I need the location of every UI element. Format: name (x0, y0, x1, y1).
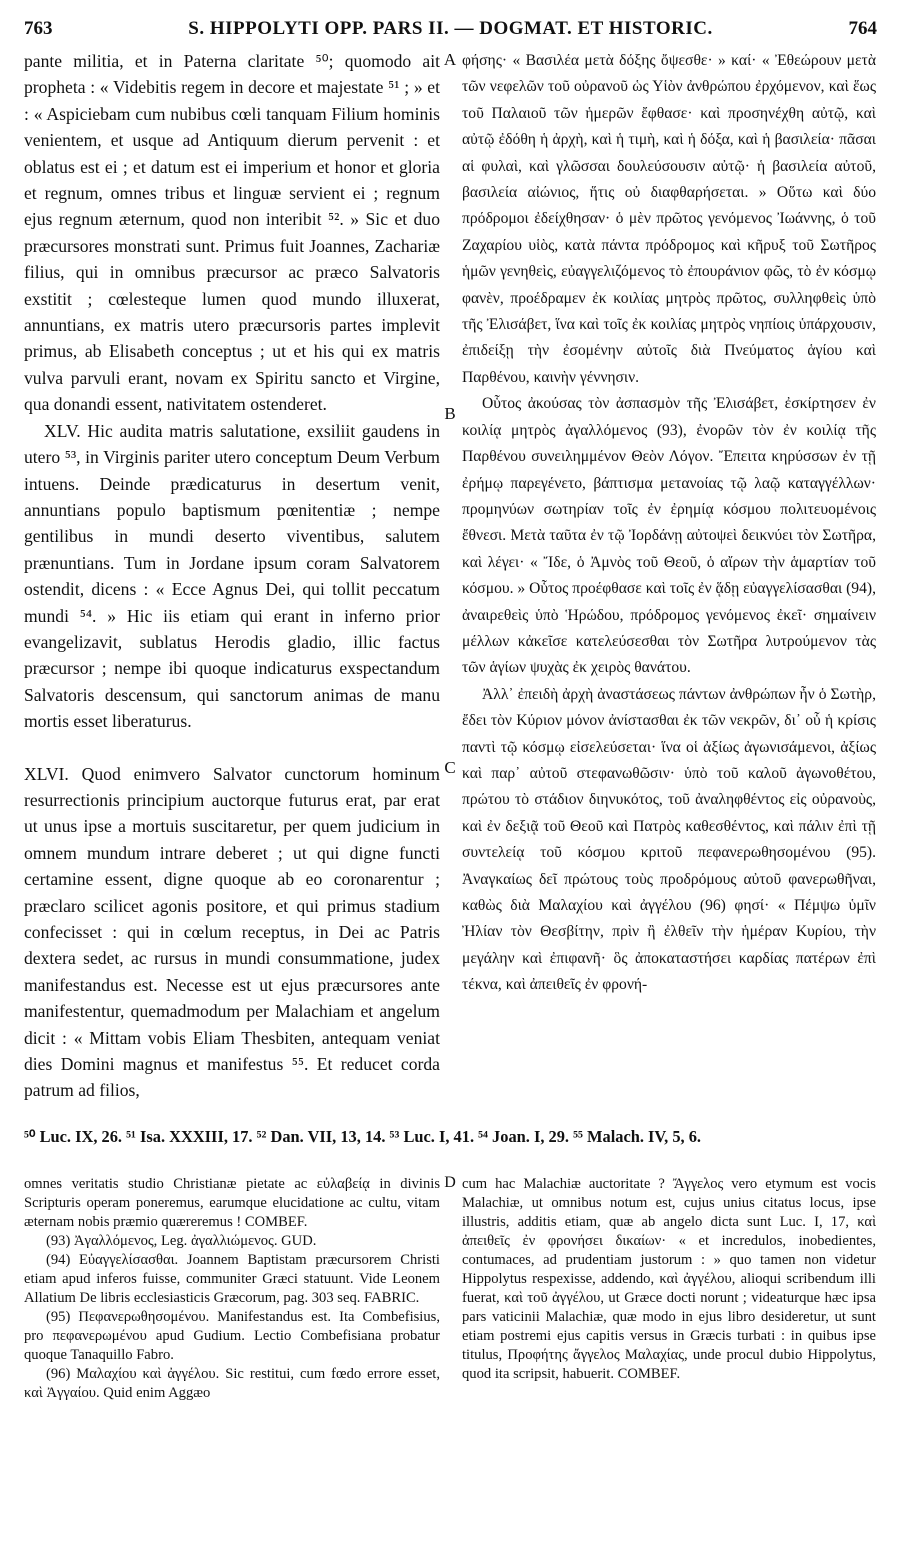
margin-marker-d: D (444, 1174, 456, 1191)
greek-column (462, 48, 876, 999)
latin-paragraph-1: pante militia, et in Paterna claritate ⁵⁰; quomodo ait propheta : « Videbitis regem in decore et majestate ⁵¹ ; » et : « Aspiciebam cum nubibus cœli tanquam Filium hominis venientem, et usque ad Antiquum dierum pervenit : et oblatus est ei ; et datum est ei imperium et honor et gloria et regnum, omnes tribus et linguæ servient ei ; regnum ejus regnum æternum, quod non interibit ⁵². » Sic et duo præcursores monstrati sunt. Primus fuit Joannes, Zachariæ filius, qui in omnibus præcursor ac præco Salvatoris exstitit ; cœlesteque lumen quod mundo illuxerat, annuntians, ex matris utero præcursoris partes implevit primus, ab Elisabeth conceptus ; ut et his qui ex matris vulva parvuli erant, novam ex Spiritu sancto et Virgine, qua donandi essent, nativitatem ostenderet. (24, 51, 440, 415)
note-94: (94) Εὐαγγελίσασθαι. Joannem Baptistam præcursorem Christi etiam apud inferos fuisse, communiter Græci statuunt. Vide Leonem Allatium De libris ecclesiasticis Græcorum, pag. 303 seq. FABRIC. (24, 1252, 440, 1306)
latin-paragraph-xlv: XLV. Hic audita matris salutatione, exsiliit gaudens in utero ⁵³, in Virginis pariter utero conceptum Deum Verbum intuens. Deinde prædicaturus in desertum venit, annuntians populo baptismum pœnitentiæ ; nempe gentilibus in mundi deserto viventibus, salutem prænuntians. Tum in Jordane ipsum coram Salvatorem ostendit, dicens : « Ecce Agnus Dei, qui tollit peccatum mundi ⁵⁴. » Hic iis etiam qui erant in inferno prior evangelizavit, sublatus Herodis gladio, illic factus præcursor ; nempe ibi quoque indicaturus exspectandum Salvatoris descensum, qui sanctorum animas de manu mortis esset liberaturus. (24, 420, 440, 732)
note-continuation: omnes veritatis studio Christianæ pietate ac εὐλαβείᾳ in divinis Scripturis operam poneremus, earumque elucidatione ac cultu, vitam æternam nobis præmio quæreremus ! COMBEF. (24, 1176, 440, 1230)
page-number-right: 764 (848, 18, 877, 39)
greek-paragraph-2: Οὗτος ἀκούσας τὸν ἀσπασμὸν τῆς Ἐλισάβετ, ἐσκίρτησεν ἐν κοιλίᾳ μητρὸς ἀγαλλόμενος (93), ἐνορῶν τὸν ἐν κοιλίᾳ τῆς Παρθένου συνειλημμένον Θεὸν Λόγον. Ἔπειτα κηρύσσων ἐν τῇ ἐρήμῳ παρεγένετο, βάπτισμα μετανοίας τῷ λαῷ καταγγέλλων· προμηνύων σωτηρίαν τοῖς ἐν ἐρημίᾳ κόσμου πολιτευομένοις ἔθνεσι. Μετὰ ταῦτα ἐν τῷ Ἰορδάνῃ αὐτοψεὶ δεικνύει τὸν Σωτῆρα, καὶ λέγει· « Ἴδε, ὁ Ἀμνὸς τοῦ Θεοῦ, ὁ αἴρων τὴν ἁμαρτίαν τοῦ κόσμου. » Οὗτος προέφθασε καὶ τοῖς ἐν ᾅδῃ εὐαγγελίσασθαι (94), ἀναιρεθεὶς ὑπὸ Ἡρώδου, πρόδρομος γενόμενος ἐκεῖ· σημαίνειν μέλλων κἀκεῖσε κατελεύσεσθαι τὸν Σωτῆρα λυτρούμενον τὰς τῶν ἁγίων ψυχὰς ἐκ χειρὸς θανάτου. (462, 395, 876, 677)
note-95: (95) Πεφανερωθησομένου. Manifestandus est. Ita Combefisius, pro πεφανερωμένου apud Gudium. Lectio Combefisiana probatur quoque Tanaquillo Fabro. (24, 1309, 440, 1363)
note-96: (96) Μαλαχίου καὶ ἀγγέλου. Sic restitui, cum fœdo errore esset, καὶ Ἀγγαίου. Quid enim Aggæo (24, 1366, 440, 1401)
latin-paragraph-xlvi: XLVI. Quod enimvero Salvator cunctorum hominum resurrectionis principium auctorque futurus erat, par erat ut unus ipse a mortuis suscitaretur, per quem judicium in omnem mundum intrare deberet ; ut qui digne functi certamine essent, digne quoque ab eo coronarentur ; præclaro scilicet agonis positore, et qui primus stadium confecisset : qui in cœlum receptus, in Dei ac Patris dextera sedet, ac rursus in mundi consummatione, judex manifestandus est. Necesse est ut ejus præcursores ante manifestentur, quemadmodum per Malachiam et angelum dicit : « Mittam vobis Eliam Thesbiten, antequam veniat dies Domini magnus et manifestus ⁵⁵. Et reducet corda patrum ad filios, (24, 763, 440, 1101)
latin-column (24, 48, 440, 1104)
note-96-continuation: cum hac Malachiæ auctoritate ? Ἄγγελος vero etymum est vocis Malachiæ, ut omnibus notum est, cujus unius citatus locus, ipse illustris, additis etiam, quæ ab angelo dicta sunt Luc. I, 17, καὶ ἀπειθεῖς ἐν φρονήσει δικαίων· « et incredulos, inobedientes, contumaces, ad prudentiam justorum : » quo tamen non videtur Hippolytus respexisse, addendo, καὶ ἀγγέλου, alioqui scribendum illi fuerat, καὶ τοῦ ἀγγέλου, ut Græce docti norunt ; videaturque hæc ipsa pars vaticinii Malachiæ, quæ modo in ejus libro desideretur, ut sunt etiam postremi ejus capitis versus in Græcis turbati : in quibus ipse titulus, Προφήτης ἄγγελος Μαλαχίας, unde procul dubio Hippolytus, quod ita scripsit, habuerit. COMBEF. (462, 1176, 876, 1382)
margin-marker-a: A (443, 50, 457, 69)
footnote-references: ⁵⁰ Luc. IX, 26. ⁵¹ Isa. XXXIII, 17. ⁵² Dan. VII, 13, 14. ⁵³ Luc. I, 41. ⁵⁴ Joan. I, 29. ⁵⁵ Malach. IV, 5, 6. (24, 1127, 702, 1146)
margin-marker-b: B (444, 404, 456, 423)
margin-marker-c: C (444, 758, 456, 777)
notes-left-column (24, 1175, 440, 1403)
greek-paragraph-1: φήσης· « Βασιλέα μετὰ δόξης ὄψεσθε· » καί· « Ἐθεώρουν μετὰ τῶν νεφελῶν τοῦ οὐρανοῦ ὡς Υἱὸν ἀνθρώπου ἐρχόμενον, καὶ ἕως τοῦ Παλαιοῦ τῶν ἡμερῶν ἔφθασε· καὶ προσηνέχθη αὐτῷ, καὶ αὐτῷ ἐδόθη ἡ ἀρχὴ, καὶ ἡ τιμὴ, καὶ ἡ δόξα, καὶ ἡ βασιλεία· πᾶσαι αἱ φυλαὶ, καὶ γλῶσσαι δουλεύσουσιν αὐτῷ· ἡ βασιλεία αὐτοῦ, βασιλεία αἰώνιος, ἥτις οὐ διαφθαρήσεται. » Οὕτω καὶ δύο πρόδρομοι ἐδείχθησαν· ὁ μὲν πρῶτος γενόμενος Ἰωάννης, ὁ τοῦ Ζαχαρίου υἱὸς, κατὰ πάντα πρόδρομος καὶ κῆρυξ τοῦ Σωτῆρος ἡμῶν γενηθεὶς, εὐαγγελιζόμενος τὸ ἐπουράνιον φῶς, τὸ ἐν κόσμῳ φανὲν, προέδραμεν ἐκ κοιλίας μητρὸς πρῶτος, συλληφθεὶς ὑπὸ τῆς Ἐλισάβετ, ἵνα καὶ τοῖς ἐκ κοιλίας μητρὸς νηπίοις ὑπάρχουσιν, ἐπιδείξῃ τὴν ἐσομένην αὐτοῖς διὰ Πνεύματος ἁγίου καὶ Παρθένου, καινὴν γέννησιν. (462, 52, 876, 386)
page-number-left: 763 (24, 18, 53, 39)
note-93: (93) Ἀγαλλόμενος, Leg. ἀγαλλιώμενος. GUD. (46, 1233, 317, 1249)
notes-right-column (462, 1175, 876, 1384)
greek-paragraph-3: Ἀλλ᾽ ἐπειδὴ ἀρχὴ ἀναστάσεως πάντων ἀνθρώπων ἦν ὁ Σωτὴρ, ἔδει τὸν Κύριον μόνον ἀνίστασθαι ἐκ τῶν νεκρῶν, δι᾽ οὗ ἡ κρίσις παντὶ τῷ κόσμῳ εἰσελεύσεται· ἵνα οἱ ἀξίως ἀγωνισάμενοι, ἀξίως καὶ παρ᾽ αὐτοῦ στεφανωθῶσιν· ὑπὸ τοῦ καλοῦ ἀγωνοθέτου, πρώτου τὸ στάδιον διηνυκότος, τοῦ ἀναληφθέντος εἰς οὐρανοὺς, καὶ ἐν δεξιᾷ τοῦ Θεοῦ καὶ Πατρὸς καθεσθέντος, καὶ πάλιν ἐπὶ τῇ συντελείᾳ τοῦ κόσμου κριτοῦ πεφανερωθησομένου (95). Ἀναγκαίως δεῖ πρώτους τοὺς προδρόμους αὐτοῦ φανερωθῆναι, καθὼς διὰ Μαλαχίου καὶ ἀγγέλου (96) φησί· « Πέμψω ὑμῖν Ἠλίαν τὸν Θεσβίτην, πρὶν ἢ ἐλθεῖν τὴν ἡμέραν Κυρίου, τὴν μεγάλην καὶ ἐπιφανῆ· ὃς ἀποκαταστήσει καρδίας πατέρων ἐπὶ τέκνα, καὶ ἀπειθεῖς ἐν φρονή- (462, 685, 876, 994)
running-header (24, 18, 877, 44)
running-title: S. HIPPOLYTI OPP. PARS II. — DOGMAT. ET HISTORIC. (188, 18, 713, 39)
